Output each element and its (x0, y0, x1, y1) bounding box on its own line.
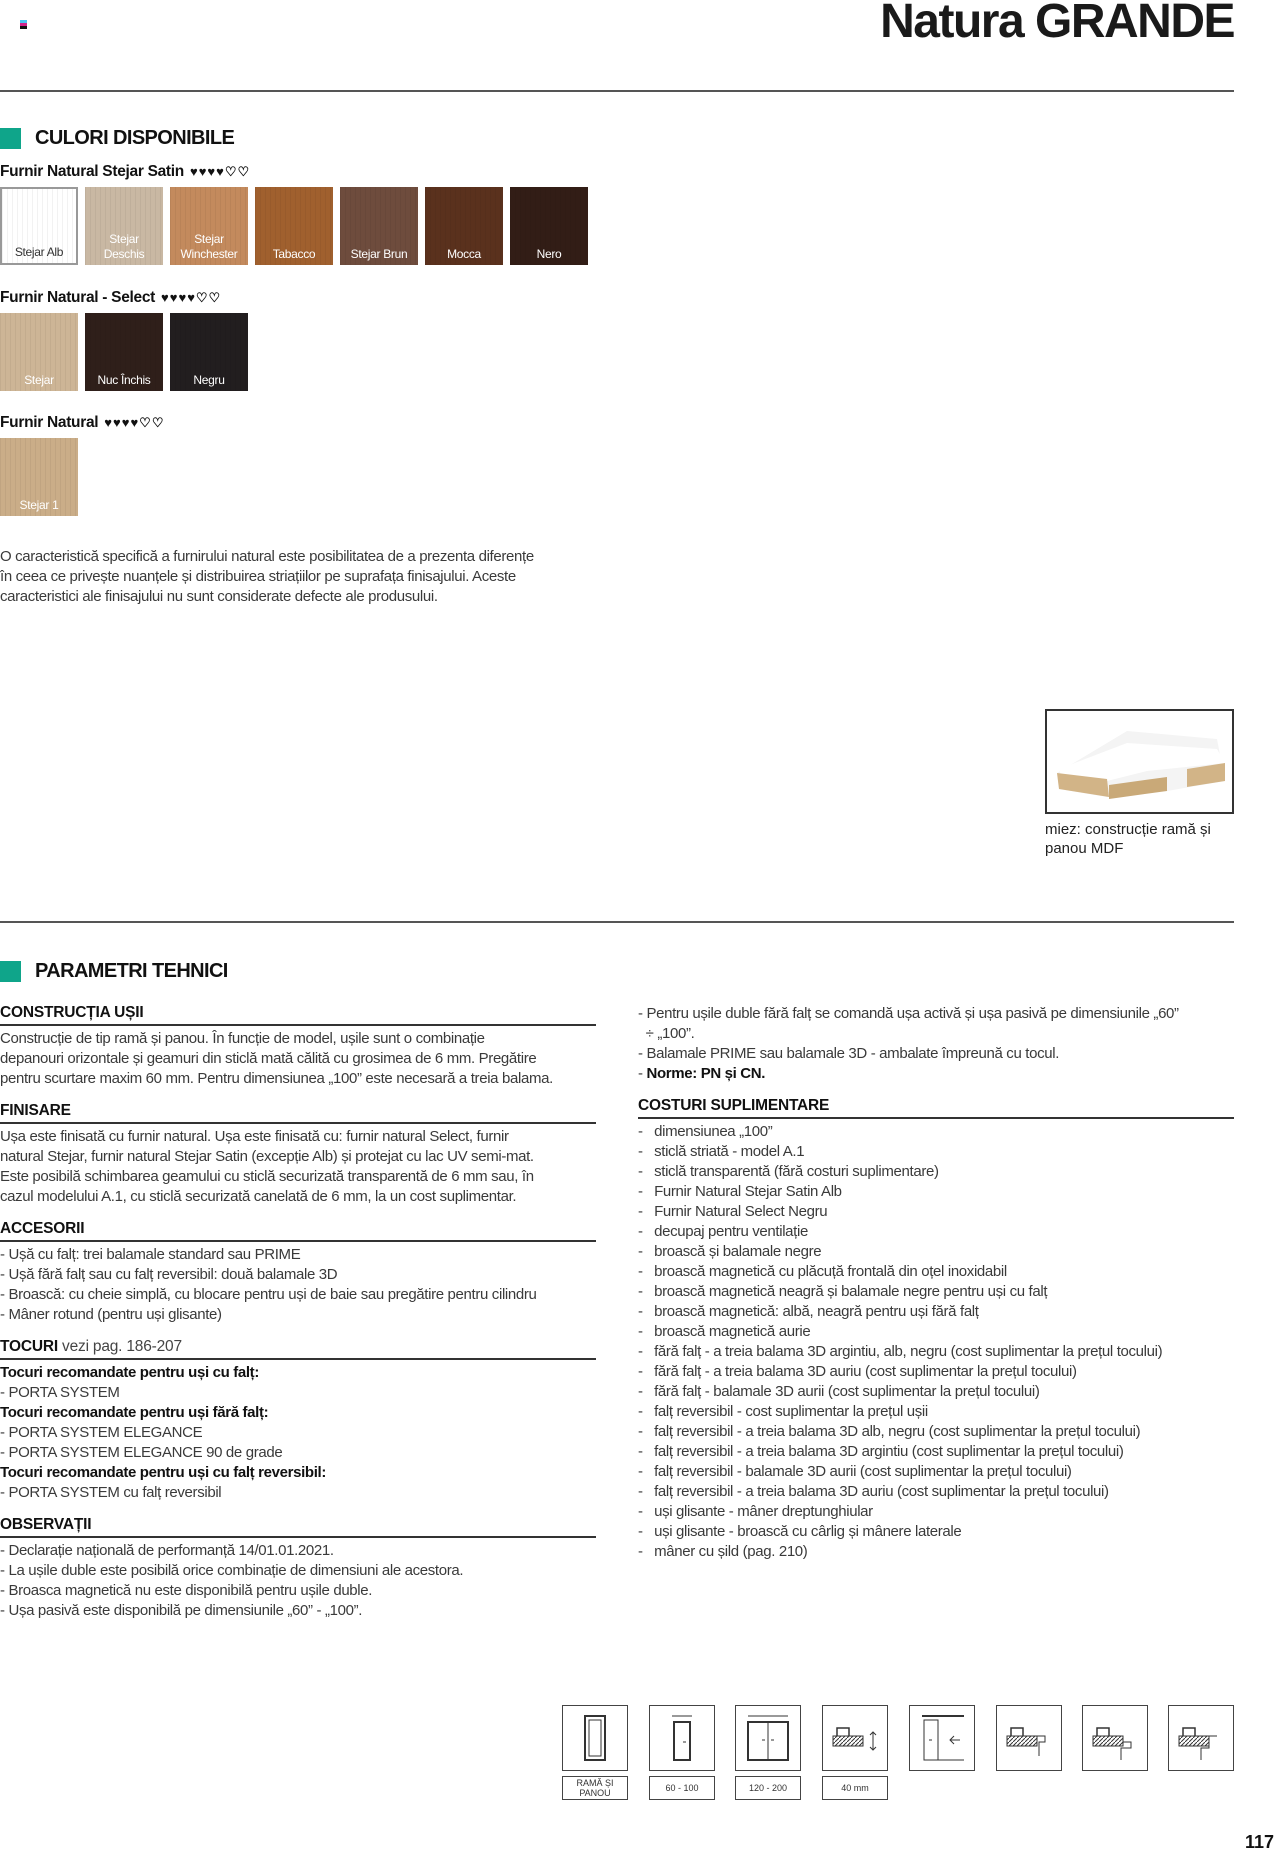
text-line: - Ușă cu falț: trei balamale standard sau PRIME (0, 1246, 301, 1263)
tech-left-column (0, 1004, 596, 1634)
block-heading (0, 1338, 596, 1360)
icon-label: RAMĂ ȘI PANOU (562, 1776, 628, 1800)
section-colors-header (0, 127, 234, 150)
text-line: - Furnir Natural Select Negru (638, 1203, 828, 1220)
section-title: CULORI DISPONIBILE (35, 127, 235, 149)
divider (0, 90, 1234, 92)
color-swatch[interactable] (510, 187, 588, 265)
icon-label: 40 mm (822, 1776, 888, 1800)
rebate-frame-icon (996, 1705, 1062, 1771)
double-doors-block (638, 1004, 1234, 1084)
text-line: - PORTA SYSTEM (0, 1384, 120, 1401)
text-line: cazul modelului A.1, cu sticlă securizată canelată de 6 mm, la un cost suplimentar. (0, 1188, 517, 1205)
text-line: ÷ „100”. (638, 1025, 695, 1042)
block-heading: CONSTRUCȚIA UȘII (0, 1004, 596, 1026)
core-construction-image (1045, 709, 1234, 814)
text-line: - Balamale PRIME sau balamale 3D - ambalate împreună cu tocul. (638, 1045, 1060, 1062)
text-line: Ușa este finisată cu furnir natural. Ușa este finisată cu: furnir natural Select, furnir (0, 1128, 509, 1145)
swatch-label: Mocca (447, 247, 481, 261)
finish-block (0, 1102, 596, 1207)
finish-group-title (0, 163, 250, 181)
text-line: - falț reversibil - balamale 3D aurii (cost suplimentar la prețul tocului) (638, 1463, 1072, 1480)
section-title: PARAMETRI TEHNICI (35, 960, 228, 982)
text-line: - mâner cu șild (pag. 210) (638, 1543, 808, 1560)
observations-block (0, 1516, 596, 1621)
rating-icon: ♥♥♥♥♡♡ (161, 290, 222, 305)
no-rebate-frame-icon (1082, 1705, 1148, 1771)
page-number: 117 (1244, 1832, 1274, 1852)
text-line: - Pentru ușile duble fără falț se comandă ușa activă și ușa pasivă pe dimensiunile „60” (638, 1005, 1179, 1022)
swatch-label: Stejar (24, 373, 54, 387)
text-line: - Furnir Natural Stejar Satin Alb (638, 1183, 842, 1200)
color-swatch[interactable] (0, 187, 78, 265)
text-line: - broască magnetică aurie (638, 1323, 811, 1340)
sliding-door-icon (909, 1705, 975, 1771)
subheading: Tocuri recomandate pentru uși cu falț: (0, 1364, 259, 1381)
heading-text: TOCURI (0, 1338, 58, 1355)
text-line: - La ușile duble este posibilă orice combinație de dimensiuni ale acestora. (0, 1562, 464, 1579)
finish-group-title (0, 414, 164, 432)
accessories-block (0, 1220, 596, 1325)
color-swatch[interactable] (0, 313, 78, 391)
finish-group-title (0, 289, 221, 307)
color-swatch[interactable] (0, 438, 78, 516)
frame-panel-icon (562, 1705, 628, 1771)
block-heading: OBSERVAȚII (0, 1516, 596, 1538)
subheading: Tocuri recomandate pentru uși cu falț reversibil: (0, 1464, 326, 1481)
color-swatch[interactable] (170, 313, 248, 391)
swatch-label: Tabacco (272, 247, 316, 261)
block-heading: COSTURI SUPLIMENTARE (638, 1097, 1234, 1119)
extra-costs-block (638, 1097, 1234, 1562)
section-tech-header (0, 960, 228, 983)
text-line: - Mâner rotund (pentru uși glisante) (0, 1306, 222, 1323)
group-name: Furnir Natural - Select (0, 289, 156, 306)
text-line: - PORTA SYSTEM ELEGANCE (0, 1424, 203, 1441)
color-swatch[interactable] (170, 187, 248, 265)
rating-icon: ♥♥♥♥♡♡ (104, 415, 165, 430)
text-line: - uși glisante - mâner dreptunghiular (638, 1503, 873, 1520)
group-name: Furnir Natural (0, 414, 99, 431)
text-line: - falț reversibil - a treia balama 3D argintiu (cost suplimentar la prețul tocului) (638, 1443, 1124, 1460)
text-line: natural Stejar, furnir natural Stejar Satin (excepție Alb) și protejat cu lac UV semi-mat. (0, 1148, 534, 1165)
core-caption (1045, 820, 1211, 858)
thickness-icon (822, 1705, 888, 1771)
swatch-label: Nero (536, 247, 562, 261)
text-line: - fără falț - balamale 3D aurii (cost suplimentar la prețul tocului) (638, 1383, 1040, 1400)
note-line: în ceea ce privește nuanțele și distribuirea striațiilor pe suprafața finisajului. Aceste (0, 568, 516, 585)
text-line: depanouri orizontale și geamuri din sticlă mată călită cu grosimea de 6 mm. Pregătire (0, 1050, 537, 1067)
group-name: Furnir Natural Stejar Satin (0, 163, 184, 180)
text-line: - PORTA SYSTEM cu falț reversibil (0, 1484, 222, 1501)
color-swatch[interactable] (85, 313, 163, 391)
text-line: - falț reversibil - cost suplimentar la prețul ușii (638, 1403, 928, 1420)
section-marker-icon (0, 961, 21, 982)
construction-block (0, 1004, 596, 1089)
section-marker-icon (0, 128, 21, 149)
text-line: - Ușă fără falț sau cu falț reversibil: două balamale 3D (0, 1266, 338, 1283)
icon-label: 60 - 100 (649, 1776, 715, 1800)
icon-label: 120 - 200 (735, 1776, 801, 1800)
text-line: - uși glisante - broască cu cârlig și mânere laterale (638, 1523, 962, 1540)
divider (0, 921, 1234, 923)
text-line: - broască magnetică cu plăcuță frontală din oțel inoxidabil (638, 1263, 1007, 1280)
swatch-label: Stejar Winchester (180, 232, 238, 261)
color-swatch[interactable] (425, 187, 503, 265)
text-line: - broască magnetică: albă, neagră pentru uși fără falț (638, 1303, 979, 1320)
text-line: - PORTA SYSTEM ELEGANCE 90 de grade (0, 1444, 283, 1461)
text-line: - Declarație națională de performanță 14/01.01.2021. (0, 1542, 334, 1559)
swatch-label: Stejar Brun (350, 247, 408, 261)
finish-note (0, 547, 600, 607)
text-line: - broască magnetică neagră și balamale negre pentru uși cu falț (638, 1283, 1048, 1300)
caption-line: miez: construcție ramă și (1045, 821, 1211, 838)
rating-icon: ♥♥♥♥♡♡ (189, 164, 251, 179)
swatch-label: Stejar Alb (14, 245, 64, 259)
bullet: - (638, 1065, 647, 1082)
print-color-marks (20, 20, 27, 29)
block-heading: ACCESORII (0, 1220, 596, 1242)
note-line: O caracteristică specifică a furnirului natural este posibilitatea de a prezenta diferențe (0, 548, 534, 565)
text-line: pentru scurtare maxim 60 mm. Pentru dimensiunea „100” este necesară a treia balama. (0, 1070, 553, 1087)
swatch-label: Stejar Deschis (103, 232, 145, 261)
text-line: - sticlă striată - model A.1 (638, 1143, 805, 1160)
text-line: - falț reversibil - a treia balama 3D auriu (cost suplimentar la prețul tocului) (638, 1483, 1109, 1500)
text-line: - Broasca magnetică nu este disponibilă pentru ușile duble. (0, 1582, 373, 1599)
text-line: - dimensiunea „100” (638, 1123, 773, 1140)
text-line: - Broască: cu cheie simplă, cu blocare pentru uși de baie sau pregătire pentru cilindru (0, 1286, 537, 1303)
swatch-label: Negru (193, 373, 225, 387)
page-title: Natura GRANDE (880, 0, 1234, 48)
text-line: - Ușa pasivă este disponibilă pe dimensiunile „60” - „100”. (0, 1602, 363, 1619)
text-line: Este posibilă schimbarea geamului cu sticlă securizată transparentă de 6 mm sau, în (0, 1168, 534, 1185)
text-line: - sticlă transparentă (fără costuri suplimentare) (638, 1163, 939, 1180)
text-line: Construcție de tip ramă și panou. În funcție de model, ușile sunt o combinație (0, 1030, 485, 1047)
color-swatch[interactable] (340, 187, 418, 265)
norms-text: Norme: PN și CN. (646, 1065, 766, 1082)
text-line: - fără falț - a treia balama 3D argintiu, alb, negru (cost suplimentar la prețul tocului) (638, 1343, 1163, 1360)
note-line: caracteristici ale finisajului nu sunt considerate defecte ale produsului. (0, 588, 438, 605)
text-line: - decupaj pentru ventilație (638, 1223, 808, 1240)
frames-block (0, 1338, 596, 1503)
text-line: - falț reversibil - a treia balama 3D alb, negru (cost suplimentar la prețul tocului) (638, 1423, 1141, 1440)
tech-right-column (638, 1004, 1234, 1575)
swatch-label: Stejar 1 (19, 498, 59, 512)
text-line: - fără falț - a treia balama 3D auriu (cost suplimentar la prețul tocului) (638, 1363, 1077, 1380)
swatch-label: Nuc Închis (97, 373, 151, 387)
color-swatch[interactable] (255, 187, 333, 265)
block-heading: FINISARE (0, 1102, 596, 1124)
caption-line: panou MDF (1045, 840, 1124, 857)
text-line: - broască și balamale negre (638, 1243, 822, 1260)
subheading: Tocuri recomandate pentru uși fără falț: (0, 1404, 269, 1421)
double-door-icon (735, 1705, 801, 1771)
page-reference-link[interactable]: vezi pag. 186-207 (62, 1338, 182, 1355)
reversible-rebate-icon (1168, 1705, 1234, 1771)
color-swatch[interactable] (85, 187, 163, 265)
single-door-icon (649, 1705, 715, 1771)
